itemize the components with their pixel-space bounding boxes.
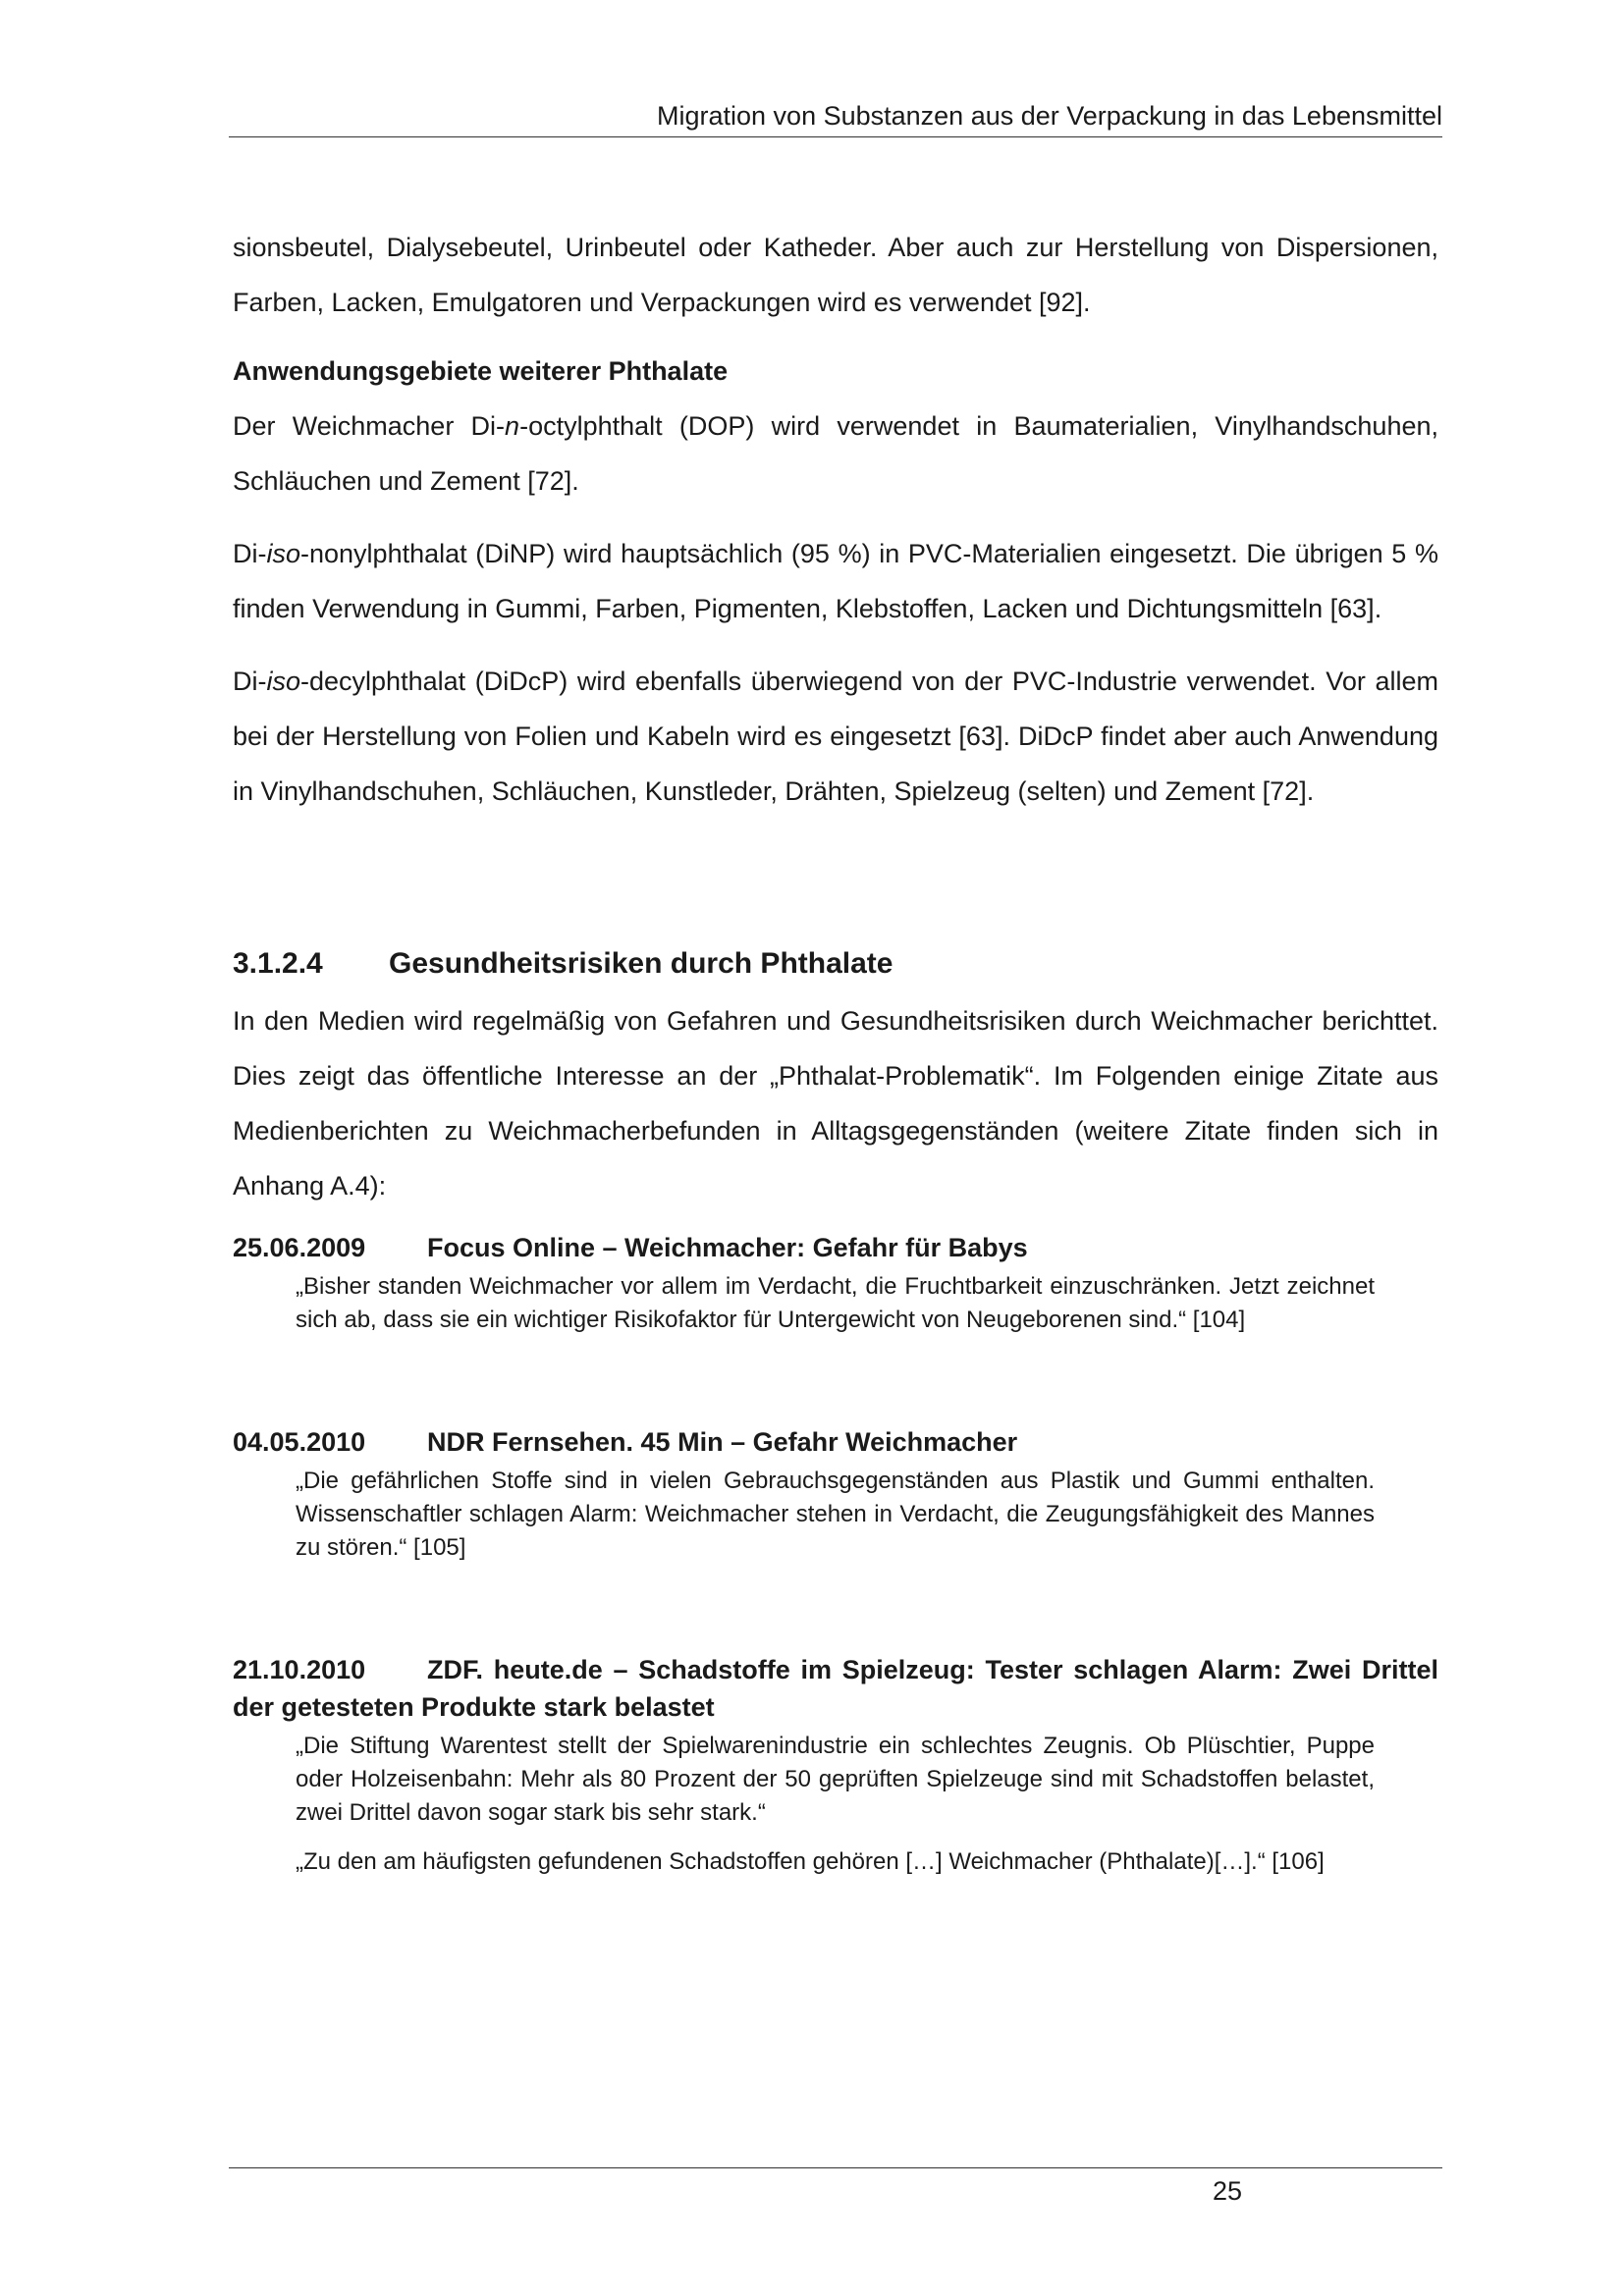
citation-entry [233, 1651, 1438, 1879]
paragraph-continuation: sionsbeutel, Dialysebeutel, Urinbeutel oder Katheder. Aber auch zur Herstellung von Dispersionen, Farben, Lacken, Emulgatoren und Verpackungen wird es verwendet [92]. [233, 233, 1438, 317]
paragraph-dinp: Di-iso-nonylphthalat (DiNP) wird hauptsächlich (95 %) in PVC-Materialien eingesetzt. Die übrigen 5 % finden Verwendung in Gummi, Farben, Pigmenten, Klebstoffen, Lacken und Dichtungsmitteln [63]. [233, 539, 1438, 623]
citation-title: ZDF. heute.de – Schadstoffe im Spielzeug: Tester schlagen Alarm: Zwei Drittel der getesteten Produkte stark belastet [233, 1655, 1438, 1722]
paragraph-dop: Der Weichmacher Di-n-octylphthalt (DOP) wird verwendet in Baumaterialien, Vinylhandschuhen, Schläuchen und Zement [72]. [233, 411, 1438, 496]
citation-date: 21.10.2010 [233, 1655, 366, 1684]
header-rule [229, 136, 1442, 137]
citation-date: 04.05.2010 [233, 1427, 366, 1457]
citation-entry [233, 1423, 1438, 1565]
section-intro: In den Medien wird regelmäßig von Gefahren und Gesundheitsrisiken durch Weichmacher berichttet. Dies zeigt das öffentliche Interesse an der „Phthalat-Problematik“. Im Folgenden einige Zitate aus Medienberichten zu Weichmacherbefunden in Alltagsgegenständen (weitere Zitate finden sich in Anhang A.4): [233, 1006, 1438, 1201]
subheading-other-phthalates: Anwendungsgebiete weiterer Phthalate [233, 356, 729, 386]
paragraph-didcp: Di-iso-decylphthalat (DiDcP) wird ebenfalls überwiegend von der PVC-Industrie verwendet. Vor allem bei der Herstellung von Folien und Kabeln wird es eingesetzt [63]. DiDcP findet aber auch Anwendung in Vinylhandschuhen, Schläuchen, Kunstleder, Drähten, Spielzeug (selten) und Zement [72]. [233, 667, 1438, 806]
citation-title: Focus Online – Weichmacher: Gefahr für Babys [427, 1233, 1028, 1262]
citation-quote: „Bisher standen Weichmacher vor allem im Verdacht, die Fruchtbarkeit einzuschränken. Jetzt zeichnet sich ab, dass sie ein wichtiger Risikofaktor für Untergewicht von Neugeborenen sind.“ [104] [296, 1273, 1375, 1333]
section-heading [233, 934, 1438, 993]
citation-quote: „Die Stiftung Warentest stellt der Spielwarenindustrie ein schlechtes Zeugnis. Ob Plüschtier, Puppe oder Holzeisenbahn: Mehr als 80 Prozent der 50 geprüften Spielzeuge sind mit Schadstoffen belastet, zwei Drittel davon sogar stark bis sehr stark.“ [296, 1733, 1375, 1826]
section-title: Gesundheitsrisiken durch Phthalate [389, 947, 893, 980]
citation-quote: „Zu den am häufigsten gefundenen Schadstoffen gehören […] Weichmacher (Phthalate)[…].“ [106] [296, 1848, 1325, 1875]
citation-entry [233, 1229, 1438, 1337]
citation-date: 25.06.2009 [233, 1233, 366, 1262]
citation-quote: „Die gefährlichen Stoffe sind in vielen Gebrauchsgegenständen aus Plastik und Gummi enthalten. Wissenschaftler schlagen Alarm: Weichmacher stehen in Verdacht, die Zeugungsfähigkeit des Mannes zu stören.“ [105] [296, 1468, 1375, 1561]
section-number: 3.1.2.4 [233, 947, 323, 980]
page-body [233, 220, 1438, 1879]
citation-title: NDR Fernsehen. 45 Min – Gefahr Weichmacher [427, 1427, 1018, 1457]
footer-rule [229, 2167, 1442, 2168]
running-header: Migration von Substanzen aus der Verpackung in das Lebensmittel [657, 101, 1442, 131]
citation-heading [233, 1229, 1438, 1266]
page-number: 25 [1212, 2176, 1243, 2206]
citation-heading [233, 1423, 1438, 1461]
citation-heading [233, 1651, 1438, 1726]
